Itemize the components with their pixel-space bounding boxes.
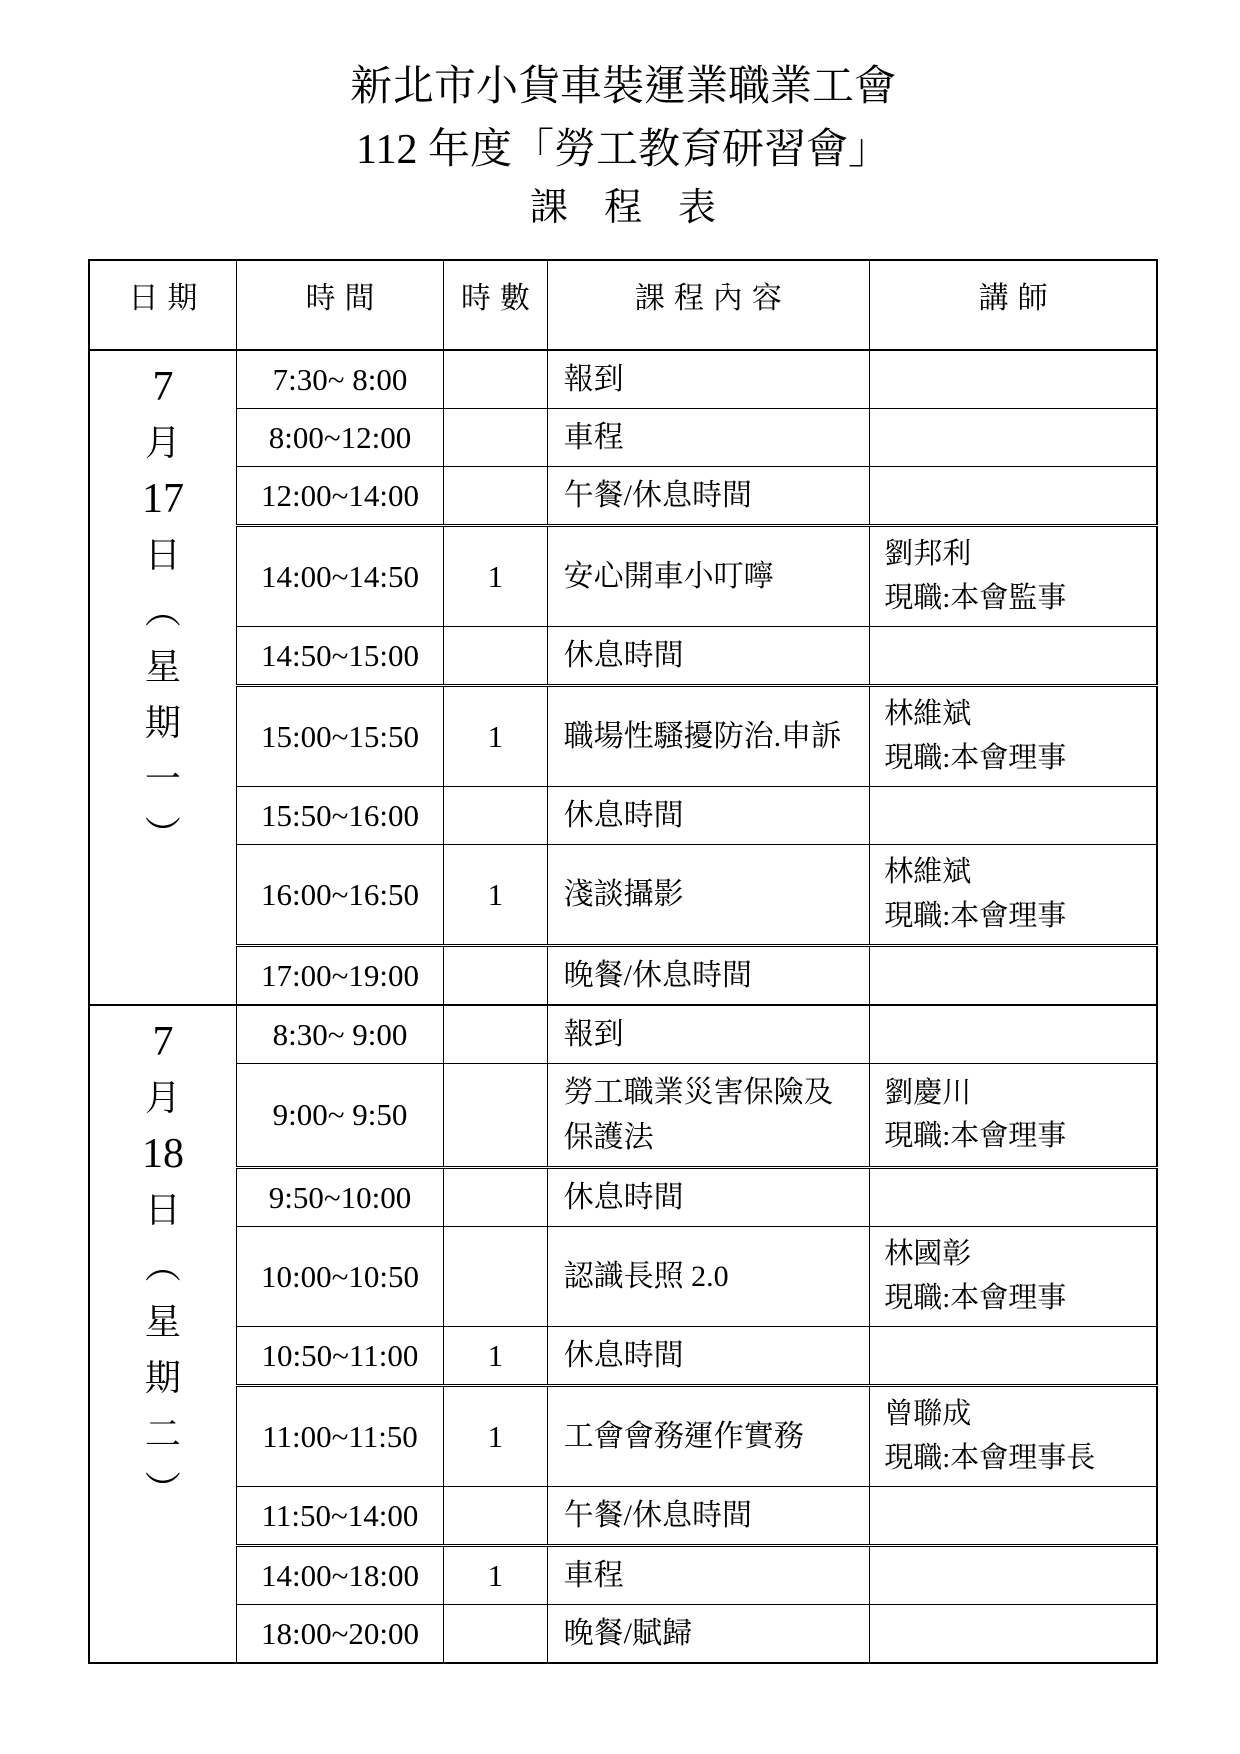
lecturer-cell xyxy=(870,787,1157,845)
lecturer-cell xyxy=(870,526,1157,627)
date-line: 星 xyxy=(144,1302,181,1343)
hours-cell xyxy=(444,409,548,467)
date-line: 二 xyxy=(144,1414,181,1455)
lecturer-line: 現職:本會理事 xyxy=(884,899,1067,932)
content-cell: 晚餐/休息時間 xyxy=(547,946,870,1006)
date-line: ︶ xyxy=(144,1470,181,1511)
time-cell: 10:50~11:00 xyxy=(236,1327,443,1386)
date-line: 星 xyxy=(144,647,181,688)
table-row xyxy=(89,1327,1157,1386)
hours-cell xyxy=(444,467,548,526)
lecturer-line: 林維斌 xyxy=(884,698,972,731)
time-cell: 8:00~12:00 xyxy=(236,409,443,467)
table-row xyxy=(89,787,1157,845)
date-line: 月 xyxy=(144,1078,181,1119)
table-body xyxy=(89,350,1157,1663)
time-cell: 8:30~ 9:00 xyxy=(236,1005,443,1064)
header-cell-date: 日期 xyxy=(89,260,236,350)
time-cell: 10:00~10:50 xyxy=(236,1227,443,1327)
table-row xyxy=(89,845,1157,946)
table-row xyxy=(89,627,1157,686)
content-cell: 晚餐/賦歸 xyxy=(547,1605,870,1664)
lecturer-cell xyxy=(870,1227,1157,1327)
table-row xyxy=(89,1386,1157,1487)
table-row xyxy=(89,350,1157,409)
header-cell-lecturer: 講師 xyxy=(870,260,1157,350)
date-cell xyxy=(89,1005,236,1663)
date-line: 日 xyxy=(144,1190,181,1231)
lecturer-line: 現職:本會理事 xyxy=(884,1120,1067,1153)
lecturer-cell xyxy=(870,1487,1157,1546)
hours-cell xyxy=(444,787,548,845)
time-cell: 17:00~19:00 xyxy=(236,946,443,1006)
lecturer-cell xyxy=(870,946,1157,1006)
hours-cell xyxy=(444,627,548,686)
content-cell: 車程 xyxy=(547,409,870,467)
lecturer-line: 現職:本會理事長 xyxy=(884,1441,1096,1474)
header-cell-content: 課程內容 xyxy=(547,260,870,350)
table-row xyxy=(89,1605,1157,1664)
org-title: 新北市小貨車裝運業職業工會 xyxy=(349,64,896,110)
date-line: 17 xyxy=(141,476,184,523)
content-cell: 報到 xyxy=(547,350,870,409)
table-header xyxy=(89,260,1157,350)
time-cell: 18:00~20:00 xyxy=(236,1605,443,1664)
lecturer-cell xyxy=(870,686,1157,787)
lecturer-cell xyxy=(870,467,1157,526)
table-row xyxy=(89,1005,1157,1064)
content-cell: 淺談攝影 xyxy=(547,845,870,946)
table-row xyxy=(89,1168,1157,1227)
lecturer-cell xyxy=(870,1168,1157,1227)
table-row xyxy=(89,946,1157,1006)
hours-cell xyxy=(444,1064,548,1168)
table-row xyxy=(89,1064,1157,1168)
lecturer-cell xyxy=(870,409,1157,467)
lecturer-cell xyxy=(870,1064,1157,1168)
header-cell-time: 時間 xyxy=(236,260,443,350)
table-row xyxy=(89,409,1157,467)
lecturer-cell xyxy=(870,1386,1157,1487)
time-cell: 11:50~14:00 xyxy=(236,1487,443,1546)
table-row xyxy=(89,467,1157,526)
hours-cell xyxy=(444,946,548,1006)
content-cell: 勞工職業災害保險及保護法 xyxy=(547,1064,870,1168)
time-cell: 14:00~14:50 xyxy=(236,526,443,627)
content-cell: 休息時間 xyxy=(547,1168,870,1227)
lecturer-cell xyxy=(870,845,1157,946)
date-line: 期 xyxy=(144,1358,181,1399)
hours-cell xyxy=(444,1605,548,1664)
table-row xyxy=(89,1546,1157,1605)
lecturer-cell xyxy=(870,350,1157,409)
content-cell: 車程 xyxy=(547,1546,870,1605)
time-cell: 16:00~16:50 xyxy=(236,845,443,946)
lecturer-cell xyxy=(870,1327,1157,1386)
date-cell xyxy=(89,350,236,1005)
date-line: 期 xyxy=(144,703,181,744)
content-cell: 休息時間 xyxy=(547,1327,870,1386)
lecturer-line: 林維斌 xyxy=(884,856,972,889)
table-row xyxy=(89,1227,1157,1327)
time-cell: 14:50~15:00 xyxy=(236,627,443,686)
time-cell: 12:00~14:00 xyxy=(236,467,443,526)
time-cell: 15:50~16:00 xyxy=(236,787,443,845)
hours-cell: 1 xyxy=(444,526,548,627)
lecturer-line: 劉慶川 xyxy=(884,1076,972,1109)
time-cell: 11:00~11:50 xyxy=(236,1386,443,1487)
hours-cell xyxy=(444,1487,548,1546)
lecturer-cell xyxy=(870,1005,1157,1064)
time-cell: 9:00~ 9:50 xyxy=(236,1064,443,1168)
schedule-table xyxy=(88,259,1158,1664)
date-line: 日 xyxy=(144,535,181,576)
lecturer-line: 現職:本會理事 xyxy=(884,1281,1067,1314)
content-cell: 工會會務運作實務 xyxy=(547,1386,870,1487)
event-title: 112 年度「勞工教育研習會」 xyxy=(356,127,890,173)
date-line: 月 xyxy=(144,423,181,464)
time-cell: 14:00~18:00 xyxy=(236,1546,443,1605)
date-line: 一 xyxy=(144,759,181,800)
content-cell: 認識長照 2.0 xyxy=(547,1227,870,1327)
lecturer-cell xyxy=(870,1605,1157,1664)
time-cell: 9:50~10:00 xyxy=(236,1168,443,1227)
table-row xyxy=(89,686,1157,787)
date-line: 7 xyxy=(152,1019,174,1066)
hours-cell xyxy=(444,1168,548,1227)
date-line: ︵ xyxy=(144,591,181,632)
hours-cell xyxy=(444,350,548,409)
lecturer-cell xyxy=(870,1546,1157,1605)
table-row xyxy=(89,1487,1157,1546)
hours-cell: 1 xyxy=(444,1386,548,1487)
time-cell: 7:30~ 8:00 xyxy=(236,350,443,409)
hours-cell: 1 xyxy=(444,1327,548,1386)
hours-cell: 1 xyxy=(444,686,548,787)
hours-cell xyxy=(444,1005,548,1064)
date-line: 7 xyxy=(152,364,174,411)
lecturer-line: 曾聯成 xyxy=(884,1398,972,1431)
header-row xyxy=(89,260,1157,350)
content-cell: 休息時間 xyxy=(547,627,870,686)
schedule-title: 課程表 xyxy=(529,187,752,229)
content-cell: 職場性騷擾防治.申訴 xyxy=(547,686,870,787)
table-row xyxy=(89,526,1157,627)
date-line: 18 xyxy=(141,1131,184,1178)
content-cell: 報到 xyxy=(547,1005,870,1064)
date-line: ︵ xyxy=(144,1246,181,1287)
content-cell: 午餐/休息時間 xyxy=(547,1487,870,1546)
date-line: ︶ xyxy=(144,815,181,856)
lecturer-line: 林國彰 xyxy=(884,1238,972,1271)
content-cell: 休息時間 xyxy=(547,787,870,845)
lecturer-cell xyxy=(870,627,1157,686)
lecturer-line: 現職:本會監事 xyxy=(884,581,1067,614)
time-cell: 15:00~15:50 xyxy=(236,686,443,787)
document-header xyxy=(88,56,1158,233)
lecturer-line: 劉邦利 xyxy=(884,538,972,571)
content-cell: 安心開車小叮嚀 xyxy=(547,526,870,627)
content-cell: 午餐/休息時間 xyxy=(547,467,870,526)
hours-cell xyxy=(444,1227,548,1327)
lecturer-line: 現職:本會理事 xyxy=(884,741,1067,774)
header-cell-hours: 時數 xyxy=(444,260,548,350)
hours-cell: 1 xyxy=(444,1546,548,1605)
hours-cell: 1 xyxy=(444,845,548,946)
